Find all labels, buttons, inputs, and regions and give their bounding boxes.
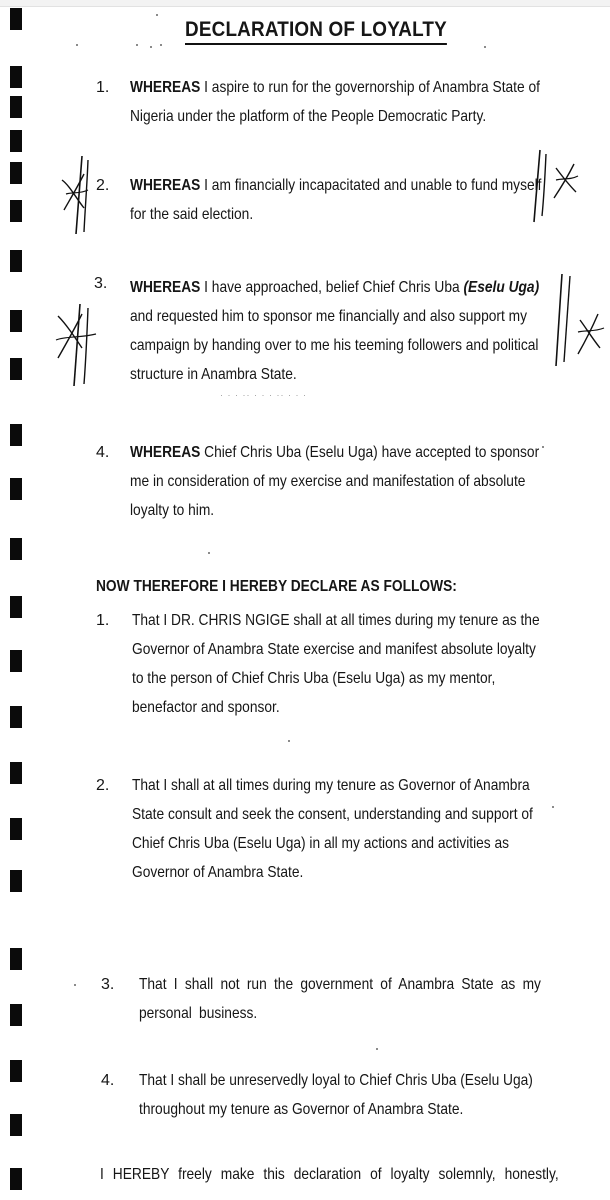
faded-scan-mark: · · · ·· · · · ·· · · · <box>220 390 307 400</box>
binding-hole <box>10 538 22 560</box>
document-title: DECLARATION OF LOYALTY <box>185 18 447 45</box>
binding-hole <box>10 596 22 618</box>
binding-hole <box>10 762 22 784</box>
recital-number: 4. <box>96 444 110 461</box>
binding-hole <box>10 1114 22 1136</box>
recital-lead: WHEREAS <box>130 177 201 194</box>
closing-statement: I HEREBY freely make this declaration of loyalty solemnly, honestly, <box>100 1166 559 1183</box>
binding-hole <box>10 310 22 332</box>
recital-body: I am financially incapacitated and unable to fund myself for the said election. <box>130 177 542 223</box>
binding-hole <box>10 424 22 446</box>
recital-text <box>130 273 543 389</box>
binding-hole <box>10 818 22 840</box>
scan-speck <box>136 44 138 46</box>
scan-speck <box>376 1048 378 1050</box>
recital-lead: WHEREAS <box>130 79 201 96</box>
binding-hole <box>10 1060 22 1082</box>
binding-hole <box>10 948 22 970</box>
scan-speck <box>74 984 76 986</box>
clause-number: 4. <box>101 1072 115 1089</box>
recital-text <box>130 438 543 525</box>
binding-holes-strip <box>0 0 30 1200</box>
clause-text: That I shall be unreservedly loyal to Chief Chris Uba (Eselu Uga) throughout my tenure as Governor of Anambra State. <box>139 1072 533 1118</box>
binding-hole <box>10 250 22 272</box>
binding-hole <box>10 200 22 222</box>
handwritten-initials-right <box>552 270 608 370</box>
declaration-heading: NOW THEREFORE I HEREBY DECLARE AS FOLLOWS: <box>96 578 457 595</box>
scan-speck <box>76 44 78 46</box>
scan-speck <box>552 806 554 808</box>
binding-hole <box>10 358 22 380</box>
handwritten-initials-left <box>50 300 106 390</box>
recital-lead: WHEREAS <box>130 279 201 296</box>
scan-speck <box>208 552 210 554</box>
binding-hole <box>10 66 22 88</box>
binding-hole <box>10 870 22 892</box>
clause-text: That I shall not run the government of Anambra State as my personal business. <box>139 976 541 1022</box>
scan-speck <box>160 44 162 46</box>
recital-number: 3. <box>94 275 108 292</box>
recital-body-continued: and requested him to sponsor me financially and also support my campaign by handing over to me his teeming followers and political structure in Anambra State. <box>130 308 539 383</box>
binding-hole <box>10 162 22 184</box>
recital-lead: WHEREAS <box>130 444 201 461</box>
clause-number: 1. <box>96 612 110 629</box>
recital-number: 2. <box>96 177 110 194</box>
clause-number: 2. <box>96 777 110 794</box>
binding-hole <box>10 1168 22 1190</box>
recital-text <box>130 171 543 229</box>
recital-text <box>130 73 543 131</box>
binding-hole <box>10 706 22 728</box>
scan-speck <box>484 46 486 48</box>
binding-hole <box>10 1004 22 1026</box>
recital-number: 1. <box>96 79 110 96</box>
binding-hole <box>10 130 22 152</box>
binding-hole <box>10 650 22 672</box>
clause-text: That I shall at all times during my tenure as Governor of Anambra State consult and seek the consent, understanding and support of Chief Chris Uba (Eselu Uga) in all my actions and activities as Governor of Anambra State. <box>132 777 533 881</box>
recital-body: I aspire to run for the governorship of Anambra State of Nigeria under the platform of the People Democratic Party. <box>130 79 540 125</box>
page-separator <box>0 914 610 942</box>
recital-body: Chief Chris Uba (Eselu Uga) have accepted to sponsor me in consideration of my exercise and manifestation of absolute loyalty to him. <box>130 444 540 519</box>
scan-speck <box>288 740 290 742</box>
binding-hole <box>10 478 22 500</box>
clause-text: That I DR. CHRIS NGIGE shall at all times during my tenure as the Governor of Anambra State exercise and manifest absolute loyalty to the person of Chief Chris Uba (Eselu Uga) as my mentor, benefactor and sponsor. <box>132 612 540 716</box>
binding-hole <box>10 96 22 118</box>
handwritten-initials-right <box>526 146 586 226</box>
scan-speck <box>156 14 158 16</box>
scan-top-edge <box>0 0 610 7</box>
recital-body: I have approached, belief Chief Chris Uba <box>200 279 464 296</box>
binding-hole <box>10 8 22 30</box>
recital-emphasis: (Eselu Uga) <box>463 279 540 296</box>
clause-number: 3. <box>101 976 115 993</box>
scan-speck <box>150 46 152 48</box>
handwritten-initials-left <box>54 150 104 240</box>
